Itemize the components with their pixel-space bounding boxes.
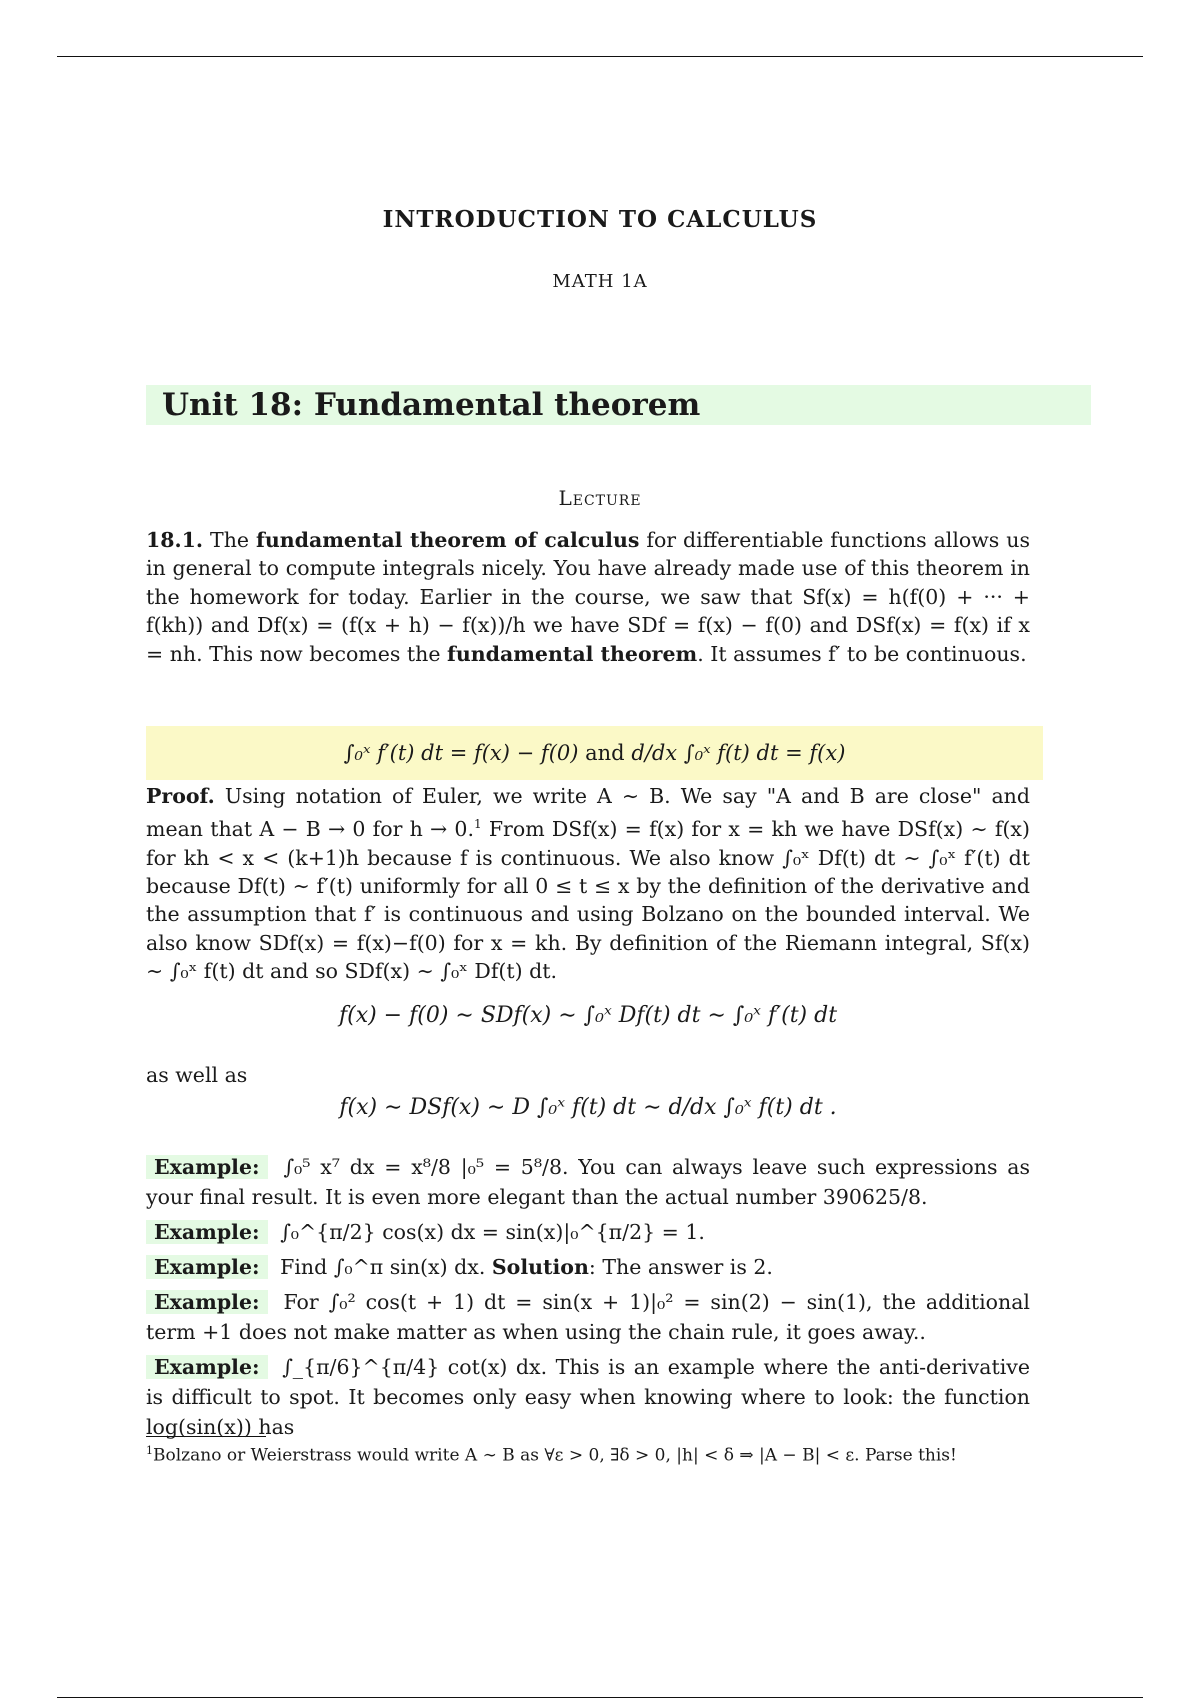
example-item — [146, 1352, 1030, 1442]
example-label: Example: — [146, 1155, 268, 1179]
proof-paragraph — [146, 782, 1030, 986]
paragraph-bold-term: fundamental theorem of calculus — [256, 528, 640, 552]
top-rule — [57, 56, 1143, 57]
footnote-text: Bolzano or Weierstrass would write A ∼ B as ∀ε > 0, ∃δ > 0, |h| < δ ⇒ |A − B| < ε. Parse this! — [153, 1445, 957, 1466]
document-title: INTRODUCTION TO CALCULUS — [382, 206, 818, 233]
display-equation-1: f(x) − f(0) ∼ SDf(x) ∼ ∫₀ˣ Df(t) dt ∼ ∫₀ˣ f′(t) dt — [338, 1003, 838, 1028]
paragraph-text-2: . It assumes f′ to be continuous. — [697, 641, 1027, 666]
as-well-as-text: as well as — [146, 1063, 248, 1087]
paragraph-intro: The — [210, 528, 250, 552]
theorem-formula-1: ∫₀ˣ f′(t) dt = f(x) − f(0) — [343, 741, 579, 765]
paragraph-bold-term-2: fundamental theorem — [447, 641, 698, 666]
section-label: Lecture — [558, 486, 642, 510]
unit-title: Unit 18: Fundamental theorem — [162, 387, 701, 423]
paragraph-number: 18.1. — [146, 528, 204, 552]
example-text: ∫₀^{π/2} cos(x) dx = sin(x)|₀^{π/2} = 1. — [280, 1220, 705, 1244]
example-text: Find ∫₀^π sin(x) dx. — [280, 1255, 486, 1279]
proof-label: Proof. — [146, 784, 215, 808]
example-text: ∫₀⁵ x⁷ dx = x⁸/8 |₀⁵ = 5⁸/8. You can always leave such expressions as your final result. It is even more elegant than the actual number 390625/8. — [146, 1155, 1030, 1209]
proof-text-2: From DSf(x) = f(x) for x = kh we have DSf(x) ∼ f(x) for kh < x < (k+1)h because f is continuous. We also know ∫₀ˣ Df(t) dt ∼ ∫₀ˣ f′(t) dt because Df(t) ∼ f′(t) uniformly for all 0 ≤ t ≤ x by the definition of the derivative and the assumption that f′ is continuous and using Bolzano on the bounded interval. We also know SDf(x) = f(x)−f(0) for x = kh. By definition of the Riemann integral, Sf(x) ∼ ∫₀ˣ f(t) dt and so SDf(x) ∼ ∫₀ˣ Df(t) dt. — [146, 817, 1030, 984]
theorem-formula-2: d/dx ∫₀ˣ f(t) dt = f(x) — [631, 741, 846, 765]
solution-label: Solution — [491, 1255, 589, 1279]
example-text: For ∫₀² cos(t + 1) dt = sin(x + 1)|₀² = sin(2) − sin(1), the additional term +1 does not make matter as when using the chain rule, it goes away.. — [146, 1290, 1030, 1344]
example-label: Example: — [146, 1355, 268, 1379]
paragraph-text: for differentiable functions allows us in general to compute integrals nicely. You have already made use of this theorem in the homework for today. Earlier in the course, we saw that Sf(x) = h(f(0) + ··· + f(kh)) and Df(x) = (f(x + h) − f(x))/h we have SDf = f(x) − f(0) and DSf(x) = f(x) if x = nh. This now becomes the — [146, 528, 1030, 666]
footnote-rule — [146, 1436, 266, 1437]
example-label: Example: — [146, 1290, 268, 1314]
example-item — [146, 1217, 1030, 1247]
theorem-box — [146, 726, 1043, 780]
unit-header — [146, 385, 1091, 425]
example-item — [146, 1152, 1030, 1212]
bottom-rule — [57, 1697, 1143, 1698]
example-text: ∫_{π/6}^{π/4} cot(x) dx. This is an example where the anti-derivative is difficult to spot. It becomes only easy when knowing where to look: the function log(sin(x)) has — [146, 1355, 1030, 1439]
example-item — [146, 1287, 1030, 1347]
document-subtitle: MATH 1A — [552, 271, 648, 292]
examples-list — [146, 1152, 1030, 1447]
footnote-marker[interactable]: 1 — [473, 817, 482, 832]
paragraph-18-1 — [146, 526, 1030, 668]
theorem-connector: and — [585, 741, 625, 765]
example-label: Example: — [146, 1255, 268, 1279]
example-text-2: : The answer is 2. — [588, 1255, 773, 1279]
footnote — [146, 1444, 1046, 1466]
footnote-number: 1 — [146, 1444, 153, 1457]
display-equation-2: f(x) ∼ DSf(x) ∼ D ∫₀ˣ f(t) dt ∼ d/dx ∫₀ˣ f(t) dt . — [339, 1095, 837, 1120]
example-item — [146, 1252, 1030, 1282]
proof-text: Using notation of Euler, we write A ∼ B. We say "A and B are close" and mean that A − B → 0 for h → 0. — [146, 784, 1030, 842]
example-label: Example: — [146, 1220, 268, 1244]
